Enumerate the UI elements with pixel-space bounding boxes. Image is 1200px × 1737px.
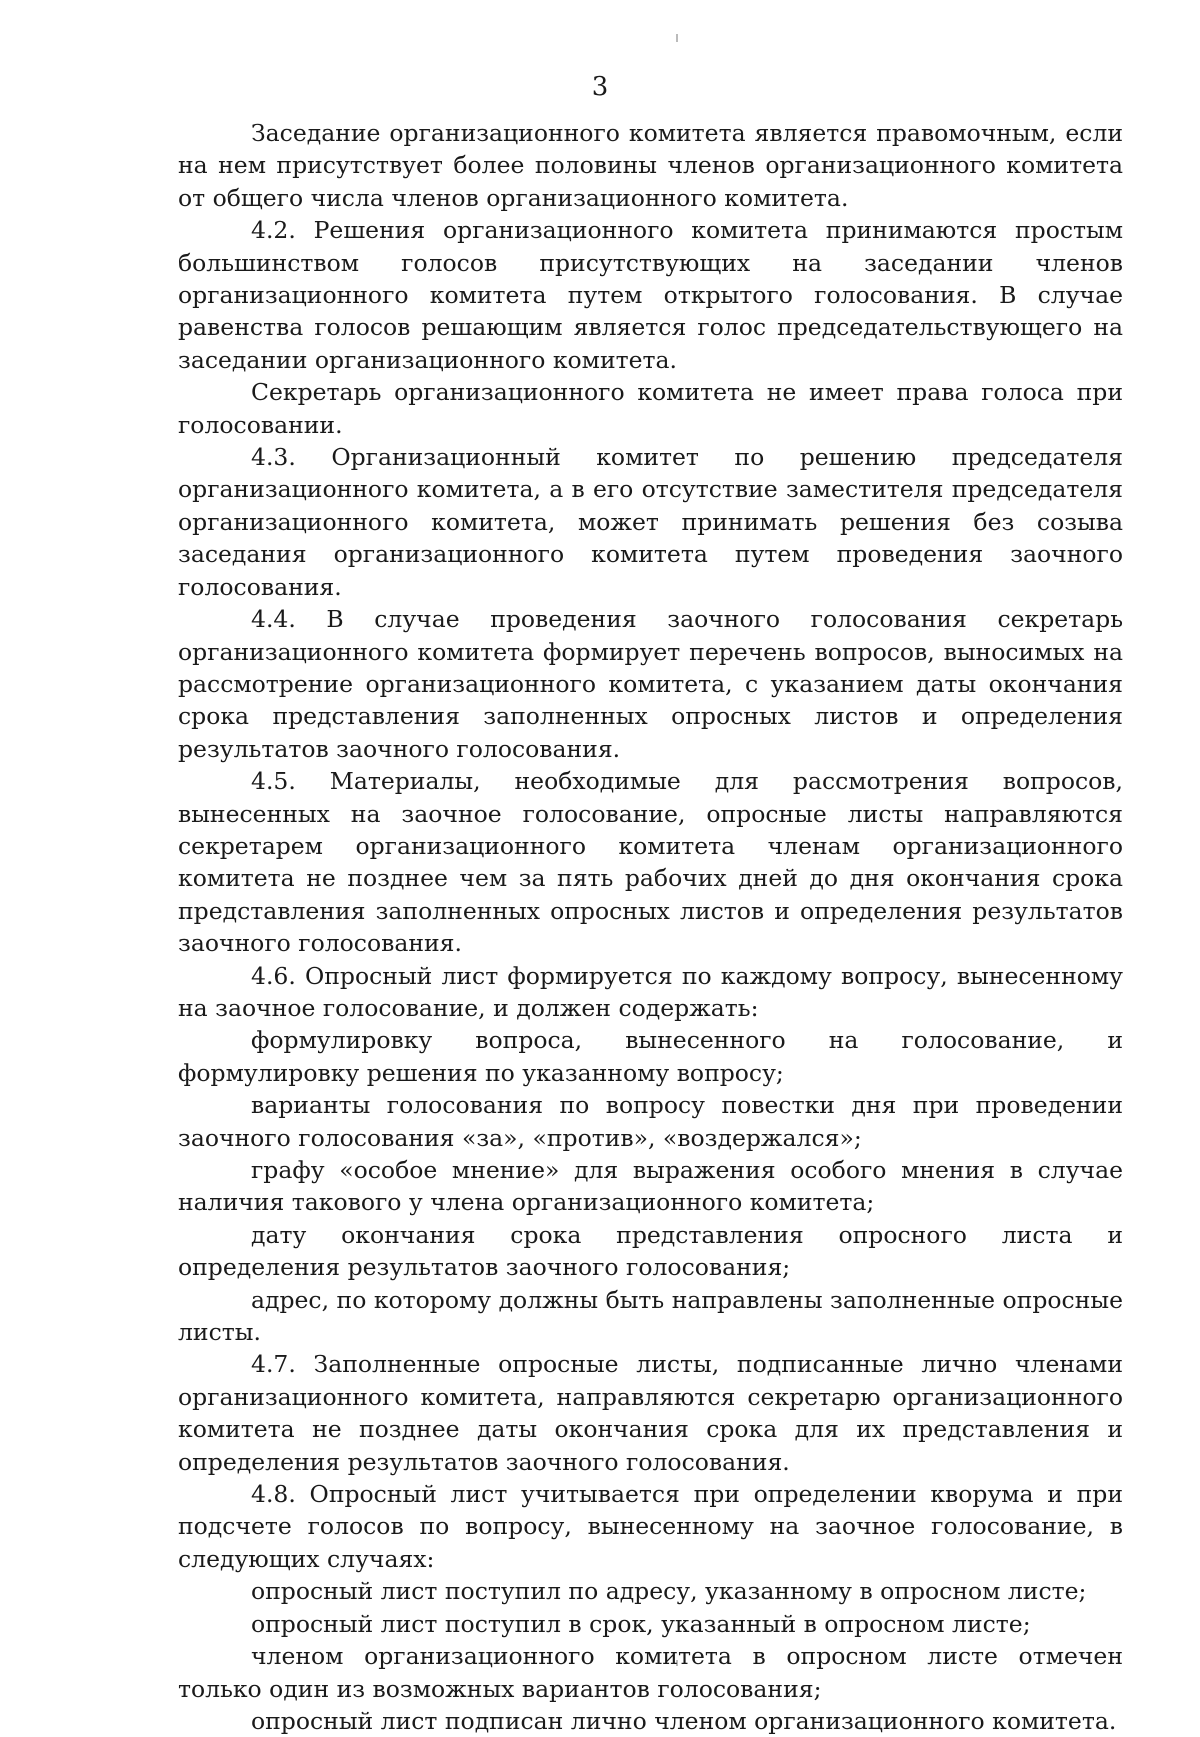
list-item-address: адрес, по которому должны быть направлены заполненные опросные листы.	[178, 1285, 1123, 1347]
list-item-question-wording: формулировку вопроса, вынесенного на голосование, и формулировку решения по указанному вопросу;	[178, 1026, 1123, 1087]
list-item-voting-options: варианты голосования по вопросу повестки дня при проведении заочного голосования «за», «против», «воздержался»;	[178, 1091, 1123, 1152]
paragraph-4-8: 4.8. Опросный лист учитывается при определении кворума и при подсчете голосов по вопросу, вынесенному на заочное голосование, в следующих случаях:	[178, 1480, 1123, 1573]
list-item-single-option: членом организационного комитета в опросном листе отмечен только один из возможных вариантов голосования;	[178, 1642, 1123, 1703]
document-body	[178, 117, 1123, 1737]
paragraph-quorum: Заседание организационного комитета является правомочным, если на нем присутствует более половины членов организационного комитета от общего числа членов организационного комитета.	[178, 119, 1123, 212]
page-number: 3	[591, 72, 609, 102]
paragraph-4-6: 4.6. Опросный лист формируется по каждому вопросу, вынесенному на заочное голосование, и должен содержать:	[178, 961, 1123, 1022]
paragraph-4-7: 4.7. Заполненные опросные листы, подписанные лично членами организационного комитета, направляются секретарю организационного комитета не позднее даты окончания срока для их представления и определения результатов заочного голосования.	[178, 1350, 1123, 1476]
paragraph-secretary-vote: Секретарь организационного комитета не имеет права голоса при голосовании.	[178, 378, 1123, 439]
paragraph-4-5: 4.5. Материалы, необходимые для рассмотрения вопросов, вынесенных на заочное голосование, опросные листы направляются секретарем организационного комитета членам организационного комитета не позднее чем за пять рабочих дней до дня окончания срока представления заполненных опросных листов и определения результатов заочного голосования.	[178, 767, 1123, 958]
list-item-deadline: дату окончания срока представления опросного листа и определения результатов заочного голосования;	[178, 1220, 1123, 1282]
paragraph-4-2: 4.2. Решения организационного комитета принимаются простым большинством голосов присутствующих на заседании членов организационного комитета путем открытого голосования. В случае равенства голосов решающим является голос председательствующего на заседании организационного комитета.	[178, 216, 1123, 374]
list-item-special-opinion: графу «особое мнение» для выражения особого мнения в случае наличия такового у члена организационного комитета;	[178, 1156, 1123, 1217]
paragraph-4-4: 4.4. В случае проведения заочного голосования секретарь организационного комитета формирует перечень вопросов, выносимых на рассмотрение организационного комитета, с указанием даты окончания срока представления заполненных опросных листов и определения результатов заочного голосования.	[178, 605, 1123, 763]
list-item-received-on-time: опросный лист поступил в срок, указанный в опросном листе;	[251, 1609, 1031, 1638]
scan-artifact	[676, 34, 678, 42]
paragraph-4-3: 4.3. Организационный комитет по решению председателя организационного комитета, а в его отсутствие заместителя председателя организационного комитета, может принимать решения без созыва заседания организационного комитета путем проведения заочного голосования.	[178, 443, 1123, 601]
list-item-signed-personally: опросный лист подписан лично членом организационного комитета.	[251, 1706, 1117, 1735]
list-item-received-address: опросный лист поступил по адресу, указанному в опросном листе;	[251, 1577, 1087, 1606]
